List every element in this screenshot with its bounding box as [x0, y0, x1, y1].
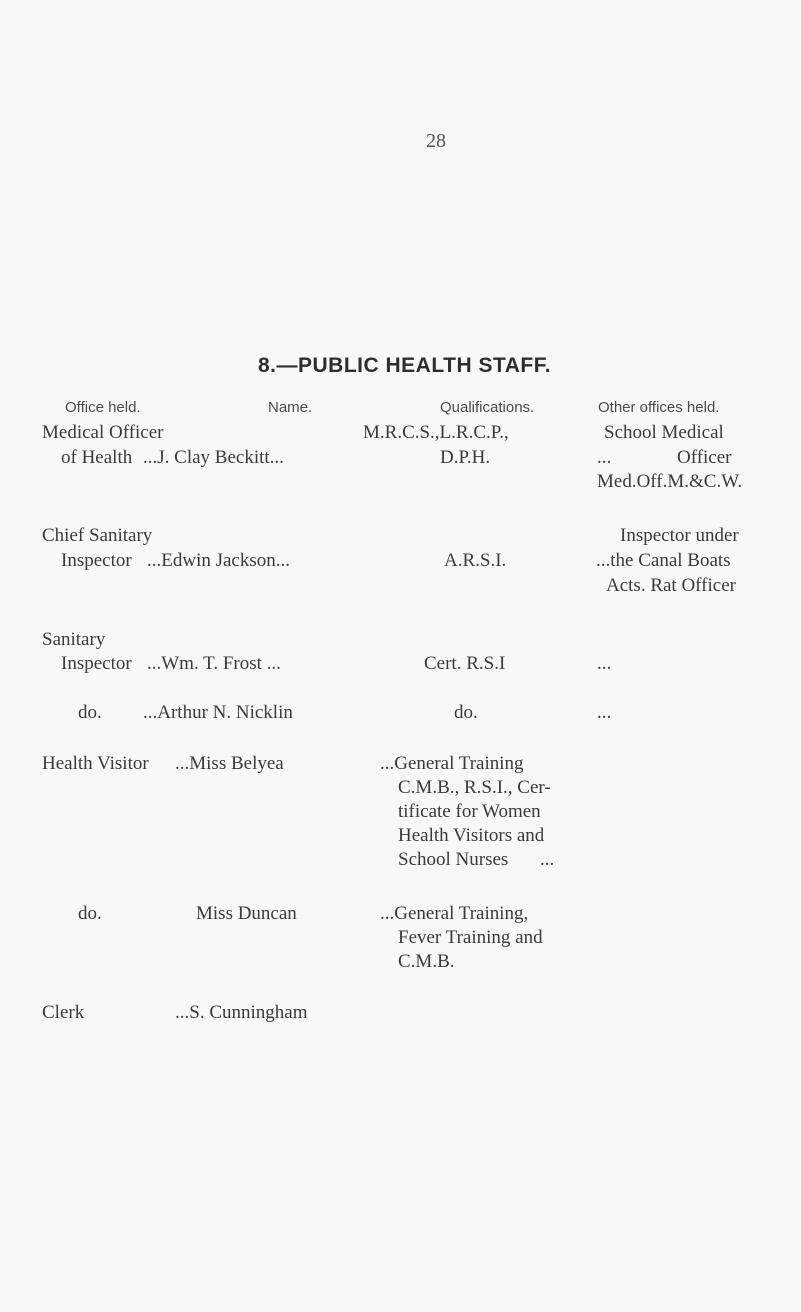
office-cell: Inspector	[61, 550, 132, 571]
other-offices-cell: ...	[597, 702, 612, 723]
header-name: Name.	[268, 399, 313, 416]
qualification-cell: tificate for Women	[398, 801, 541, 822]
office-cell: Sanitary	[42, 629, 106, 650]
office-cell: of Health	[61, 447, 133, 468]
qualification-cell: C.M.B., R.S.I., Cer-	[398, 777, 551, 798]
office-cell: Chief Sanitary	[42, 525, 153, 546]
header-other-offices: Other offices held.	[598, 399, 720, 416]
qualification-cell: ...General Training	[380, 753, 524, 774]
name-cell: Miss Duncan	[196, 903, 297, 924]
name-cell: ...J. Clay Beckitt...	[143, 447, 284, 468]
other-offices-cell: School Medical	[604, 422, 724, 443]
header-office: Office held.	[65, 399, 141, 416]
office-cell: Medical Officer	[42, 422, 164, 443]
section-title: 8.—PUBLIC HEALTH STAFF.	[258, 354, 552, 377]
header-qualifications: Qualifications.	[440, 399, 535, 416]
qualification-cell: ...General Training,	[380, 903, 529, 924]
other-offices-cell: ...the Canal Boats	[596, 550, 731, 571]
name-cell: ...Edwin Jackson...	[147, 550, 291, 571]
other-offices-cell: Med.Off.M.&C.W.	[597, 471, 743, 492]
office-cell: Inspector	[61, 653, 132, 674]
name-cell: ...Miss Belyea	[175, 753, 284, 774]
page-number: 28	[426, 130, 446, 152]
office-cell: do.	[78, 903, 102, 924]
name-cell: ...S. Cunningham	[175, 1002, 308, 1023]
qualification-cell: do.	[454, 702, 478, 723]
office-cell: do.	[78, 702, 102, 723]
name-cell: ...Wm. T. Frost ...	[147, 653, 281, 674]
qualification-cell: Health Visitors and	[398, 825, 545, 846]
office-cell: Clerk	[42, 1002, 85, 1023]
qualification-cell: ...	[540, 849, 555, 870]
qualification-cell: Cert. R.S.I	[424, 653, 506, 674]
qualification-cell: School Nurses	[398, 849, 509, 870]
other-offices-cell: Officer	[677, 447, 732, 468]
qualification-cell: D.P.H.	[440, 447, 491, 468]
qualification-cell: Fever Training and	[398, 927, 543, 948]
office-cell: Health Visitor	[42, 753, 149, 774]
other-offices-cell: ...	[597, 653, 612, 674]
qualification-cell: A.R.S.I.	[444, 550, 507, 571]
other-offices-cell: Acts. Rat Officer	[606, 575, 736, 596]
qualification-cell: C.M.B.	[398, 951, 455, 972]
other-offices-cell: Inspector under	[620, 525, 739, 546]
name-cell: ...Arthur N. Nicklin	[143, 702, 293, 723]
other-offices-cell: ...	[597, 447, 612, 468]
qualification-cell: M.R.C.S.,L.R.C.P.,	[363, 422, 509, 443]
